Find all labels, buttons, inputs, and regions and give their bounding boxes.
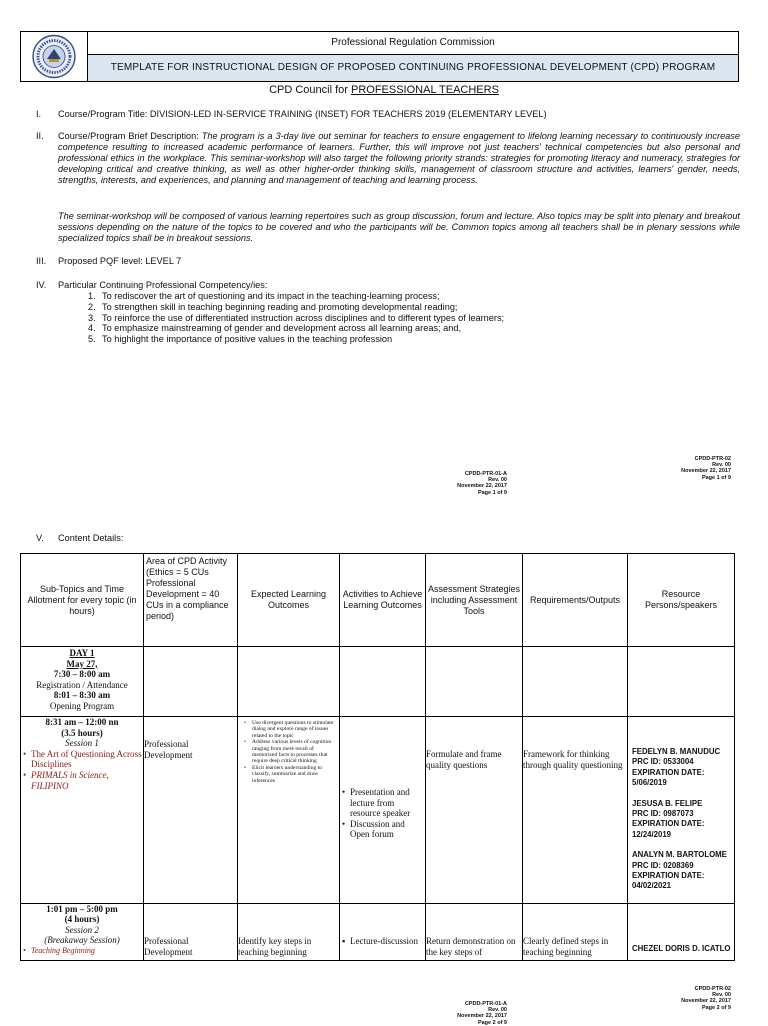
time-slot: 1:01 pm – 5:00 pm xyxy=(46,904,118,914)
section-2-desc xyxy=(58,131,740,186)
time-slot: 7:30 – 8:00 am xyxy=(53,669,111,680)
speaker-block xyxy=(632,747,732,789)
day-label: DAY 1 xyxy=(69,648,95,658)
speaker-exp: 12/24/2019 xyxy=(632,829,672,839)
outcomes-cell: Identify key steps in teaching beginning xyxy=(238,904,340,961)
outcome-item: • Use divergent questions to stimulate dialog and explore range of issues related to the topic xyxy=(242,720,336,739)
section-num: I. xyxy=(36,109,42,119)
speaker-exp: 04/02/2021 xyxy=(632,881,672,891)
activity-item: • Discussion and Open forum xyxy=(340,819,425,840)
topic-item: • PRIMALS in Science, FILIPINO xyxy=(21,770,143,791)
table-header-row xyxy=(21,554,735,647)
section-2-p2 xyxy=(58,211,740,244)
hours: (3.5 hours) xyxy=(61,727,103,738)
session-name: Session 2 xyxy=(65,924,99,935)
page-footer-b: CPDD-PTR-02 Rev. 00 November 22, 2017 Page 1 of 9 xyxy=(681,456,731,481)
hours: (4 hours) xyxy=(64,914,100,925)
description-p1: The program is a 3-day live out seminar for teachers to ensure engagement to lifelong learning necessary to continuously increase competence resulting to increased academic performance of learners. Further, this will improve not just teachers' technical competencies but also personal and professional ethics in the workplace. This seminar-workshop will also target the following priority strands: strategies for promoting literacy and numeracy, strategies for developing critical and creative thinking, as well as other higher-order thinking skills, management of classroom structure and activities, learners' gender, needs, strengths, interests, and experiences, and planning and management of teaching and learning process. xyxy=(58,131,740,185)
time-slot: 8:01 – 8:30 am xyxy=(53,690,111,701)
assessment-cell: Formulate and frame quality questions xyxy=(426,717,523,904)
competency-heading: Particular Continuing Professional Competency/ies: xyxy=(58,280,268,290)
description-p2: The seminar-workshop will be composed of various learning repertoires such as group discussion, forum and lecture. Also topics may be split into plenary and breakout sessions depending on the nature of the topics to be covered and who the participants will be. Common topics among all teachers shall be in plenary sessions while specialized topics shall be in breakout sessions. xyxy=(58,211,740,243)
logo-cell xyxy=(21,32,88,81)
area-cell: Professional Development xyxy=(144,717,238,904)
section-label: Course/Program Brief Description: xyxy=(58,131,202,141)
column-header: Activities to Achieve Learning Outcomes xyxy=(340,554,426,647)
topic-item: • Teaching Beginning xyxy=(21,946,143,956)
section-num: III. xyxy=(36,256,47,266)
prc-seal-icon xyxy=(21,32,87,81)
requirements-cell: Framework for thinking through quality questioning xyxy=(523,717,628,904)
speaker-exp-label: EXPIRATION DATE: xyxy=(632,767,705,777)
table-row xyxy=(21,717,735,904)
area-cell: Professional Development xyxy=(144,904,238,961)
page-footer-b: CPDD-PTR-02 Rev. 00 November 22, 2017 Page 2 of 9 xyxy=(681,986,731,1011)
activity-item: ▪ Lecture-discussion xyxy=(340,936,425,947)
course-title: DIVISION-LED IN-SERVICE TRAINING (INSET) FOR TEACHERS 2019 (ELEMENTARY LEVEL) xyxy=(149,109,547,119)
section-5 xyxy=(36,533,123,544)
requirements-cell: Clearly defined steps in teaching beginning xyxy=(523,904,628,961)
speakers-cell xyxy=(628,717,735,904)
column-header: Resource Persons/speakers xyxy=(628,554,735,647)
speaker-block xyxy=(632,799,732,841)
time-label: Opening Program xyxy=(49,700,115,711)
speaker-block xyxy=(632,850,732,892)
content-details-heading: Content Details: xyxy=(58,533,124,543)
page-footer-a: CPDD-PTR-01-A Rev. 00 November 22, 2017 Page 1 of 9 xyxy=(457,471,507,496)
council-line xyxy=(0,84,768,96)
section-2-num xyxy=(36,131,56,142)
day-date: May 27, xyxy=(66,658,98,669)
list-item: 1. To rediscover the art of questioning and its impact in the teaching-learning process; xyxy=(88,291,440,301)
table-row xyxy=(21,904,735,961)
speaker-prc: PRC ID: 0987073 xyxy=(632,809,694,819)
time-label: Registration / Attendance xyxy=(36,679,128,690)
activities-cell xyxy=(340,904,426,961)
council-name: PROFESSIONAL TEACHERS xyxy=(350,84,499,96)
speaker-prc: PRC ID: 0208369 xyxy=(632,860,694,870)
column-header: Assessment Strategies including Assessment Tools xyxy=(426,554,523,647)
competency-list xyxy=(88,291,504,345)
outcomes-cell xyxy=(238,717,340,904)
list-item: 2. To strengthen skill in teaching beginning reading and promoting developmental reading; xyxy=(88,301,458,312)
page-footer-a: CPDD-PTR-01-A Rev. 00 November 22, 2017 Page 2 of 9 xyxy=(457,1001,507,1026)
speakers-cell xyxy=(628,904,735,961)
speaker-exp: 5/06/2019 xyxy=(632,778,667,788)
speaker-prc: PRC ID: 0533004 xyxy=(632,757,694,767)
activity-item: • Presentation and lecture from resource speaker xyxy=(340,787,425,819)
speaker-name: CHEZEL DORIS D. ICATLO xyxy=(632,944,731,953)
list-item: 4. To emphasize mainstreaming of gender and development across all learning areas; and, xyxy=(88,323,462,334)
assessment-cell: Return demonstration on the key steps of xyxy=(426,904,523,961)
column-header: Requirements/Outputs xyxy=(523,554,628,647)
section-4 xyxy=(36,280,267,291)
session-mode: (Breakaway Session) xyxy=(44,935,120,946)
table-row xyxy=(21,647,735,717)
list-item: 3. To reinforce the use of differentiated instruction across disciplines and to different types of learners; xyxy=(88,312,505,323)
time-slot: 8:31 am – 12:00 nn xyxy=(45,717,119,727)
document-header xyxy=(20,31,739,82)
section-1 xyxy=(36,109,736,120)
council-prefix: CPD Council for xyxy=(269,84,351,96)
speaker-exp-label: EXPIRATION DATE: xyxy=(632,819,705,829)
speaker-name: ANALYN M. BARTOLOME xyxy=(632,850,727,860)
session2-cell xyxy=(21,904,144,961)
outcome-item: • Elicit learners understanding to classify, summarize and draw inferences xyxy=(242,765,336,784)
topic-item: • The Art of Questioning Across Disciplines xyxy=(21,749,143,770)
speaker-name: JESUSA B. FELIPE xyxy=(632,798,703,808)
activities-cell xyxy=(340,717,426,904)
column-header: Sub-Topics and Time Allotment for every topic (in hours) xyxy=(21,554,144,647)
list-item: 5. To highlight the importance of positive values in the teaching profession xyxy=(88,334,393,345)
section-num: V. xyxy=(36,533,44,543)
template-title: TEMPLATE FOR INSTRUCTIONAL DESIGN OF PROPOSED CONTINUING PROFESSIONAL DEVELOPMENT (CPD) PROGRAM xyxy=(88,55,738,81)
section-num: IV. xyxy=(36,280,47,290)
column-header: Area of CPD Activity (Ethics = 5 CUs Professional Development = 40 CUs in a compliance period) xyxy=(144,554,238,647)
section-num: II. xyxy=(36,131,44,141)
session-name: Session 1 xyxy=(65,738,99,749)
org-name: Professional Regulation Commission xyxy=(88,32,738,55)
section-3 xyxy=(36,256,181,267)
day1-cell xyxy=(21,647,144,717)
session1-cell xyxy=(21,717,144,904)
column-header: Expected Learning Outcomes xyxy=(238,554,340,647)
speaker-exp-label: EXPIRATION DATE: xyxy=(632,871,705,881)
outcome-item: • Address various levels of cognition ranging from mere recall of memorized facts to processes that require deep critical thinking xyxy=(242,739,336,765)
speaker-name: FEDELYN B. MANUDUC xyxy=(632,747,721,756)
pqf-level: Proposed PQF level: LEVEL 7 xyxy=(58,256,182,266)
section-label: Course/Program Title: xyxy=(58,109,150,119)
content-table xyxy=(20,553,735,961)
